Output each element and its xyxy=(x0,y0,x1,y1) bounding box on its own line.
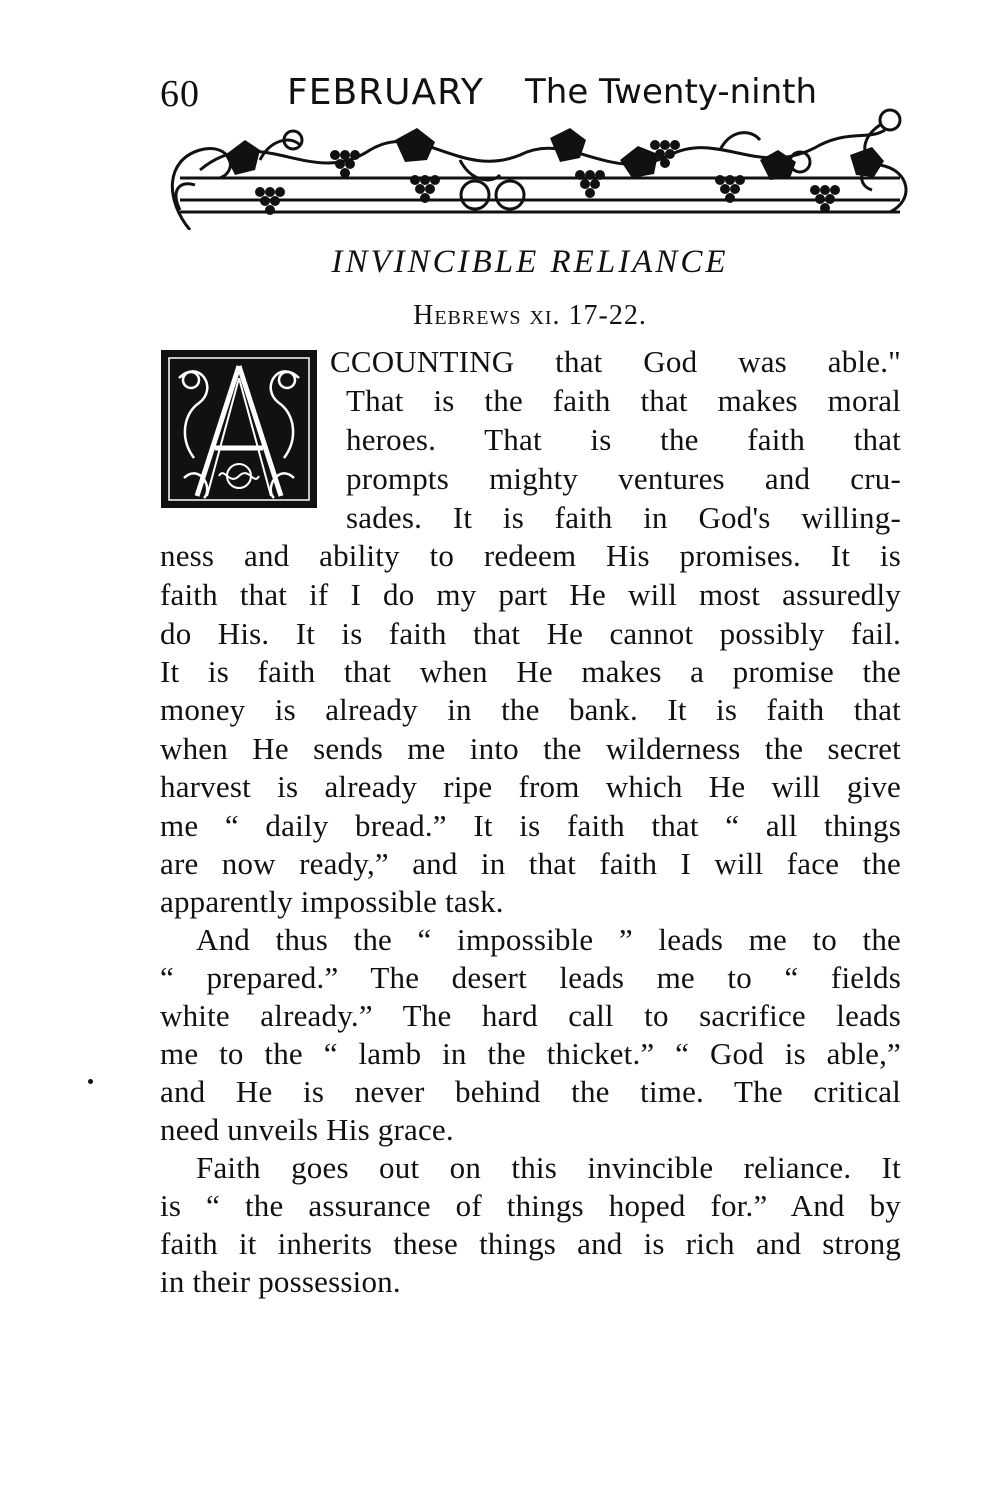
text-line: faith it inherits these things and is rich and strong xyxy=(160,1226,901,1261)
text-line: when He sends me into the wilderness the secret xyxy=(160,731,901,766)
text-line: prompts mighty ventures and cru- xyxy=(346,461,901,496)
day-heading: The Twenty-ninth xyxy=(525,72,818,112)
illuminated-letter-icon xyxy=(159,348,319,510)
page-number: 60 xyxy=(160,73,200,115)
grapevine-ornament-icon xyxy=(160,100,915,230)
text-line: white already.” The hard call to sacrifice leads xyxy=(160,998,901,1033)
text-line: That is the faith that makes moral xyxy=(346,383,901,418)
text-line: And thus the “ impossible ” leads me to the xyxy=(196,922,901,957)
text-line: are now ready,” and in that faith I will face the xyxy=(160,846,901,881)
text-line: apparently impossible task. xyxy=(160,884,504,919)
text-line: ness and ability to redeem His promises. It is xyxy=(160,538,901,573)
text-line: money is already in the bank. It is faith that xyxy=(160,692,901,727)
text-line: faith that if I do my part He will most assuredly xyxy=(160,577,901,612)
text-line: CCOUNTING that God was able." xyxy=(330,344,901,379)
margin-mark xyxy=(88,1079,93,1084)
text-line: me to the “ lamb in the thicket.” “ God is able,” xyxy=(160,1036,901,1071)
text-line: is “ the assurance of things hoped for.” And by xyxy=(160,1188,901,1223)
text-line: me “ daily bread.” It is faith that “ all things xyxy=(160,808,901,843)
text-line: heroes. That is the faith that xyxy=(346,422,901,457)
text-line: do His. It is faith that He cannot possibly fail. xyxy=(160,616,901,651)
text-line: in their possession. xyxy=(160,1264,401,1299)
text-line: Faith goes out on this invincible reliance. It xyxy=(196,1150,901,1185)
text-line: It is faith that when He makes a promise the xyxy=(160,654,901,689)
chapter-title: INVINCIBLE RELIANCE xyxy=(331,244,729,280)
text-line: and He is never behind the time. The critical xyxy=(160,1074,901,1109)
text-line: need unveils His grace. xyxy=(160,1112,454,1147)
text-line: sades. It is faith in God's willing- xyxy=(346,500,901,535)
text-line: “ prepared.” The desert leads me to “ fields xyxy=(160,960,901,995)
month-heading: FEBRUARY xyxy=(287,72,484,113)
scripture-reference-text: Hebrews xi. 17-22. xyxy=(413,300,647,331)
scripture-reference xyxy=(0,300,1000,332)
text-line: harvest is already ripe from which He will give xyxy=(160,769,901,804)
